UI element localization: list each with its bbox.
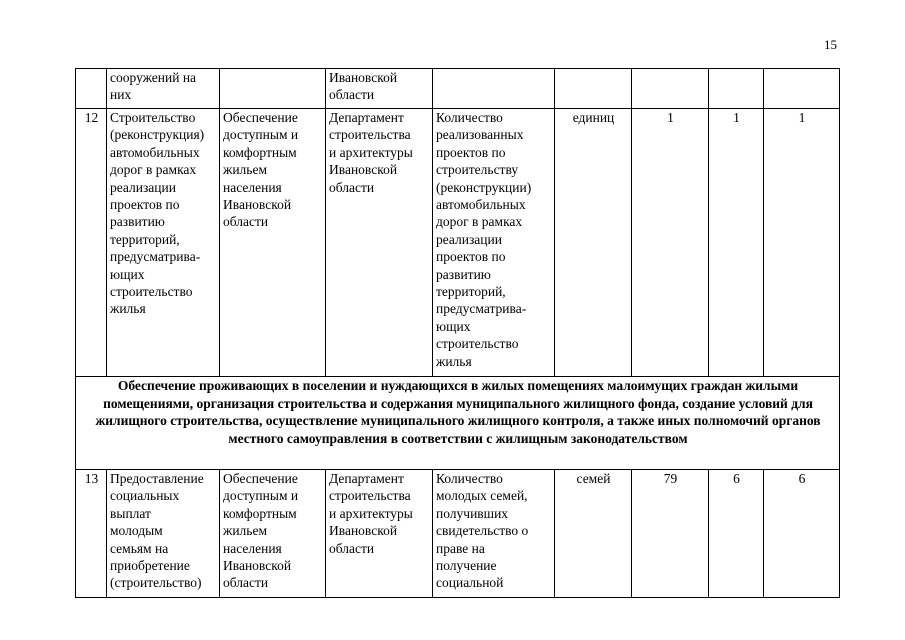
activity-name-cell: сооружений на них <box>107 69 220 109</box>
value-cell: 6 <box>764 470 840 598</box>
table-row <box>76 109 840 377</box>
activity-name-cell: Строительство (реконструкция) автомобильных дорог в рамках реализации проектов по развитию территорий, предусматрива- ющих строительство жилья <box>107 109 220 377</box>
table-row <box>76 69 840 109</box>
value-cell: 1 <box>709 109 764 377</box>
value-cell <box>764 69 840 109</box>
goal-cell: Обеспечение доступным и комфортным жильем населения Ивановской области <box>220 109 326 377</box>
section-row <box>76 377 840 470</box>
unit-cell: семей <box>555 470 632 598</box>
value-cell <box>632 69 709 109</box>
goal-cell: Обеспечение доступным и комфортным жильем населения Ивановской области <box>220 470 326 598</box>
program-indicators-table <box>75 68 840 598</box>
indicator-cell <box>433 69 555 109</box>
section-heading: Обеспечение проживающих в поселении и нуждающихся в жилых помещениях малоимущих граждан жилыми помещениями, организация строительства и содержания муниципального жилищного фонда, создание условий для жилищного строительства, осуществление муниципального жилищного контроля, а также иных полномочий органов местного самоуправления в соответствии с жилищным законодательством <box>76 377 840 470</box>
row-number: 13 <box>76 470 107 598</box>
value-cell: 79 <box>632 470 709 598</box>
indicator-cell: Количество молодых семей, получивших свидетельство о праве на получение социальной <box>433 470 555 598</box>
value-cell <box>709 69 764 109</box>
value-cell: 1 <box>764 109 840 377</box>
executor-cell: Департамент строительства и архитектуры Ивановской области <box>326 470 433 598</box>
page-number: 15 <box>824 37 837 52</box>
executor-cell: Департамент строительства и архитектуры Ивановской области <box>326 109 433 377</box>
activity-name-cell: Предоставление социальных выплат молодым семьям на приобретение (строительство) <box>107 470 220 598</box>
row-number <box>76 69 107 109</box>
executor-cell: Ивановской области <box>326 69 433 109</box>
unit-cell: единиц <box>555 109 632 377</box>
value-cell: 1 <box>632 109 709 377</box>
row-number: 12 <box>76 109 107 377</box>
goal-cell <box>220 69 326 109</box>
value-cell: 6 <box>709 470 764 598</box>
indicator-cell: Количество реализованных проектов по строительству (реконструкции) автомобильных дорог в рамках реализации проектов по развитию территорий, предусматрива- ющих строительство жилья <box>433 109 555 377</box>
table-row <box>76 470 840 598</box>
unit-cell <box>555 69 632 109</box>
